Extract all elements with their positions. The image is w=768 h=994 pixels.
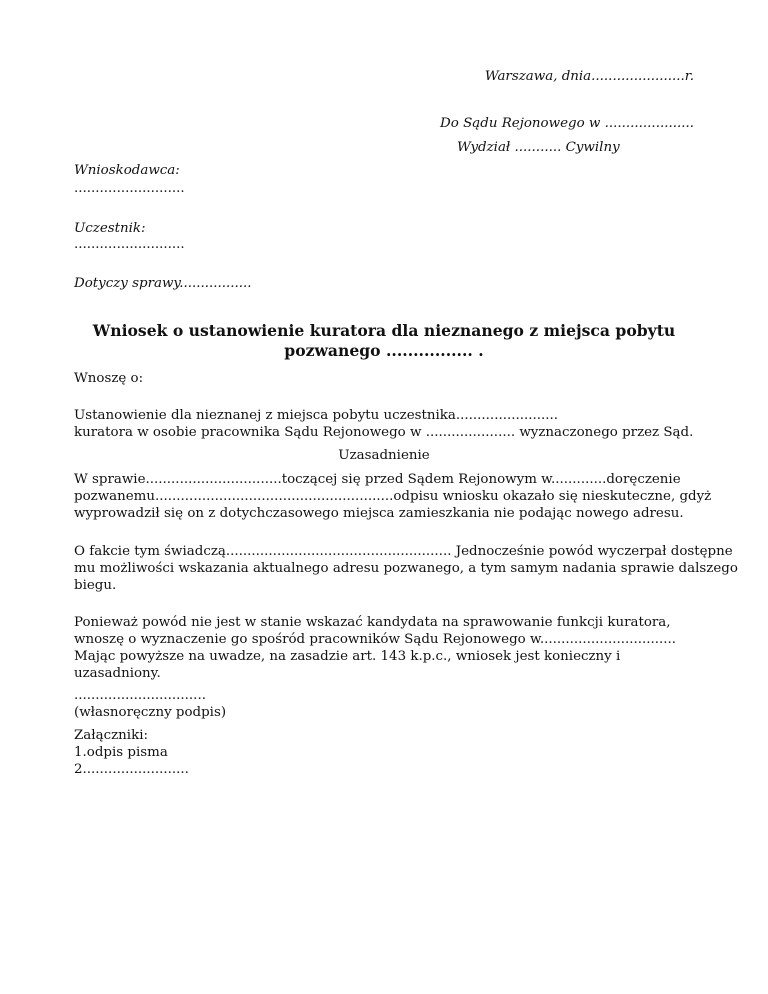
request-intro: Wnoszę o: xyxy=(74,371,144,386)
request-line-2: kuratora w osobie pracownika Sądu Rejonowego w ..................... wyznaczonego przez Sąd. xyxy=(74,425,694,440)
justification-p2-line-2: mu możliwości wskazania aktualnego adresu pozwanego, a tym samym nadania sprawie dalszego xyxy=(74,561,738,576)
justification-p2-line-1: O fakcie tym świadczą..................................................... Jednocześnie powód wyczerpał dostępne xyxy=(74,544,733,559)
document-title-line-1: Wniosek o ustanowienie kuratora dla nieznanego z miejsca pobytu xyxy=(92,321,676,340)
justification-p2-line-3: biegu. xyxy=(74,578,117,593)
attachments-label: Załączniki: xyxy=(74,728,148,743)
court-addressee: Do Sądu Rejonowego w ..................... xyxy=(440,116,694,131)
case-reference: Dotyczy sprawy................. xyxy=(74,276,252,291)
participant-label: Uczestnik: xyxy=(74,221,146,236)
signature-dots: ............................... xyxy=(74,688,206,703)
document-title-line-2: pozwanego ................ . xyxy=(284,341,484,360)
justification-p3-line-1: Ponieważ powód nie jest w stanie wskazać kandydata na sprawowanie funkcji kuratora, xyxy=(74,615,671,630)
court-division: Wydział ........... Cywilny xyxy=(457,140,620,155)
justification-p1-line-1: W sprawie................................toczącej się przed Sądem Rejonowym w.............doręczenie xyxy=(74,472,681,487)
applicant-value: .......................... xyxy=(74,181,185,196)
place-date: Warszawa, dnia......................r. xyxy=(484,69,694,84)
participant-value: .......................... xyxy=(74,237,185,252)
justification-p3-line-4: uzasadniony. xyxy=(74,666,161,681)
attachment-item-1: 1.odpis pisma xyxy=(74,745,168,760)
applicant-label: Wnioskodawca: xyxy=(74,163,180,178)
justification-heading: Uzasadnienie xyxy=(338,448,430,463)
justification-p1-line-2: pozwanemu........................................................odpisu wniosku okazało się nieskuteczne, gdyż xyxy=(74,489,712,504)
attachment-item-2: 2......................... xyxy=(74,762,189,777)
justification-p3-line-3: Mając powyższe na uwadze, na zasadzie art. 143 k.p.c., wniosek jest konieczny i xyxy=(74,649,621,664)
justification-p3-line-2: wnoszę o wyznaczenie go spośród pracowników Sądu Rejonowego w................................ xyxy=(74,632,677,647)
justification-p1-line-3: wyprowadził się on z dotychczasowego miejsca zamieszkania nie podając nowego adresu. xyxy=(74,506,684,521)
request-line-1: Ustanowienie dla nieznanej z miejsca pobytu uczestnika........................ xyxy=(74,408,559,423)
signature-label: (własnoręczny podpis) xyxy=(74,705,227,720)
